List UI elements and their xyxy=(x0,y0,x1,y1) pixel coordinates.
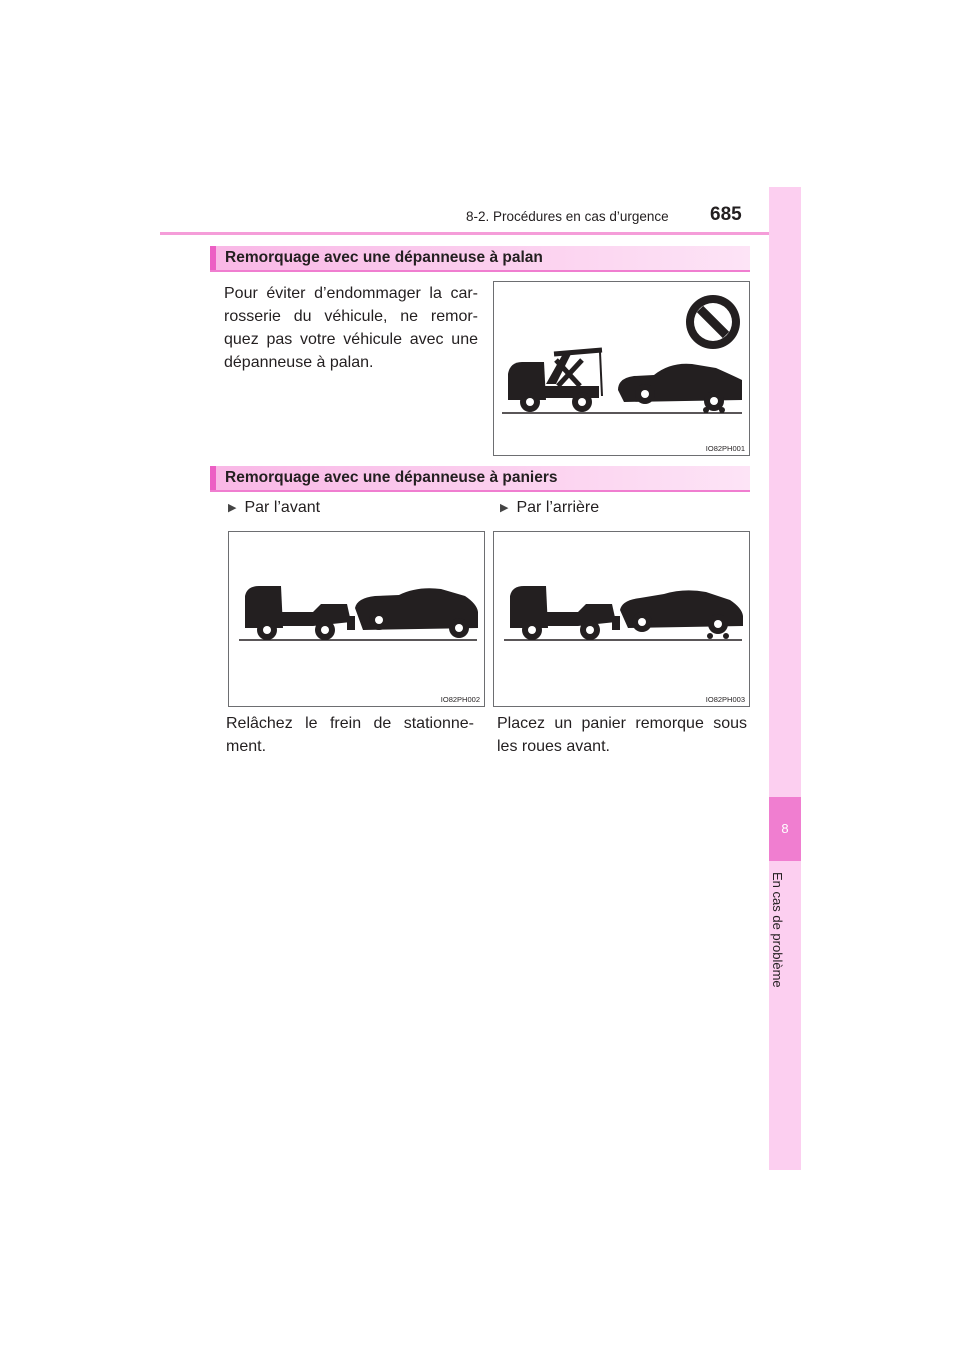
figure-wheel-lift-prohibited xyxy=(493,281,750,456)
figure-dolly-tow-front xyxy=(228,531,485,707)
figure-code: IO82PH001 xyxy=(705,444,745,453)
tow-truck-icon xyxy=(510,586,620,640)
car-icon xyxy=(620,590,743,639)
section-title: Remorquage avec une dépanneuse à paniers xyxy=(225,469,558,486)
page-number: 685 xyxy=(710,204,742,225)
heading-accent-bar xyxy=(210,466,216,490)
subheading-label: Par l’avant xyxy=(244,499,321,516)
prohibition-icon xyxy=(686,295,740,349)
front-tow-instruction: Relâchez le frein de stationne-ment. xyxy=(226,715,474,755)
section-heading-palan xyxy=(210,246,750,272)
figure-dolly-tow-rear xyxy=(493,531,750,707)
palan-warning-text: Pour éviter d’endommager la car-rosserie du véhicule, ne remor-quez pas votre véhicule avec une dépanneuse à palan. xyxy=(224,285,478,371)
subheading-front xyxy=(228,499,320,517)
chapter-number: 8 xyxy=(769,797,801,861)
figure-code: IO82PH003 xyxy=(705,695,745,704)
header-rule xyxy=(160,232,800,235)
header-section-title: 8-2. Procédures en cas d’urgence xyxy=(466,209,669,224)
triangle-bullet-icon: ▶ xyxy=(500,502,509,514)
section-title: Remorquage avec une dépanneuse à palan xyxy=(225,249,543,266)
car-icon xyxy=(618,364,742,413)
chapter-title: En cas de problème xyxy=(770,872,785,988)
triangle-bullet-icon: ▶ xyxy=(228,502,237,514)
section-heading-paniers xyxy=(210,466,750,492)
side-chapter-tab xyxy=(769,187,801,1170)
tow-truck-icon xyxy=(245,586,355,640)
subheading-rear xyxy=(500,499,599,517)
figure-code: IO82PH002 xyxy=(440,695,480,704)
subheading-label: Par l’arrière xyxy=(516,499,600,516)
car-icon xyxy=(355,588,478,638)
tow-truck-icon xyxy=(508,350,602,412)
rear-tow-instruction: Placez un panier remorque sous les roues avant. xyxy=(497,715,747,755)
heading-accent-bar xyxy=(210,246,216,270)
